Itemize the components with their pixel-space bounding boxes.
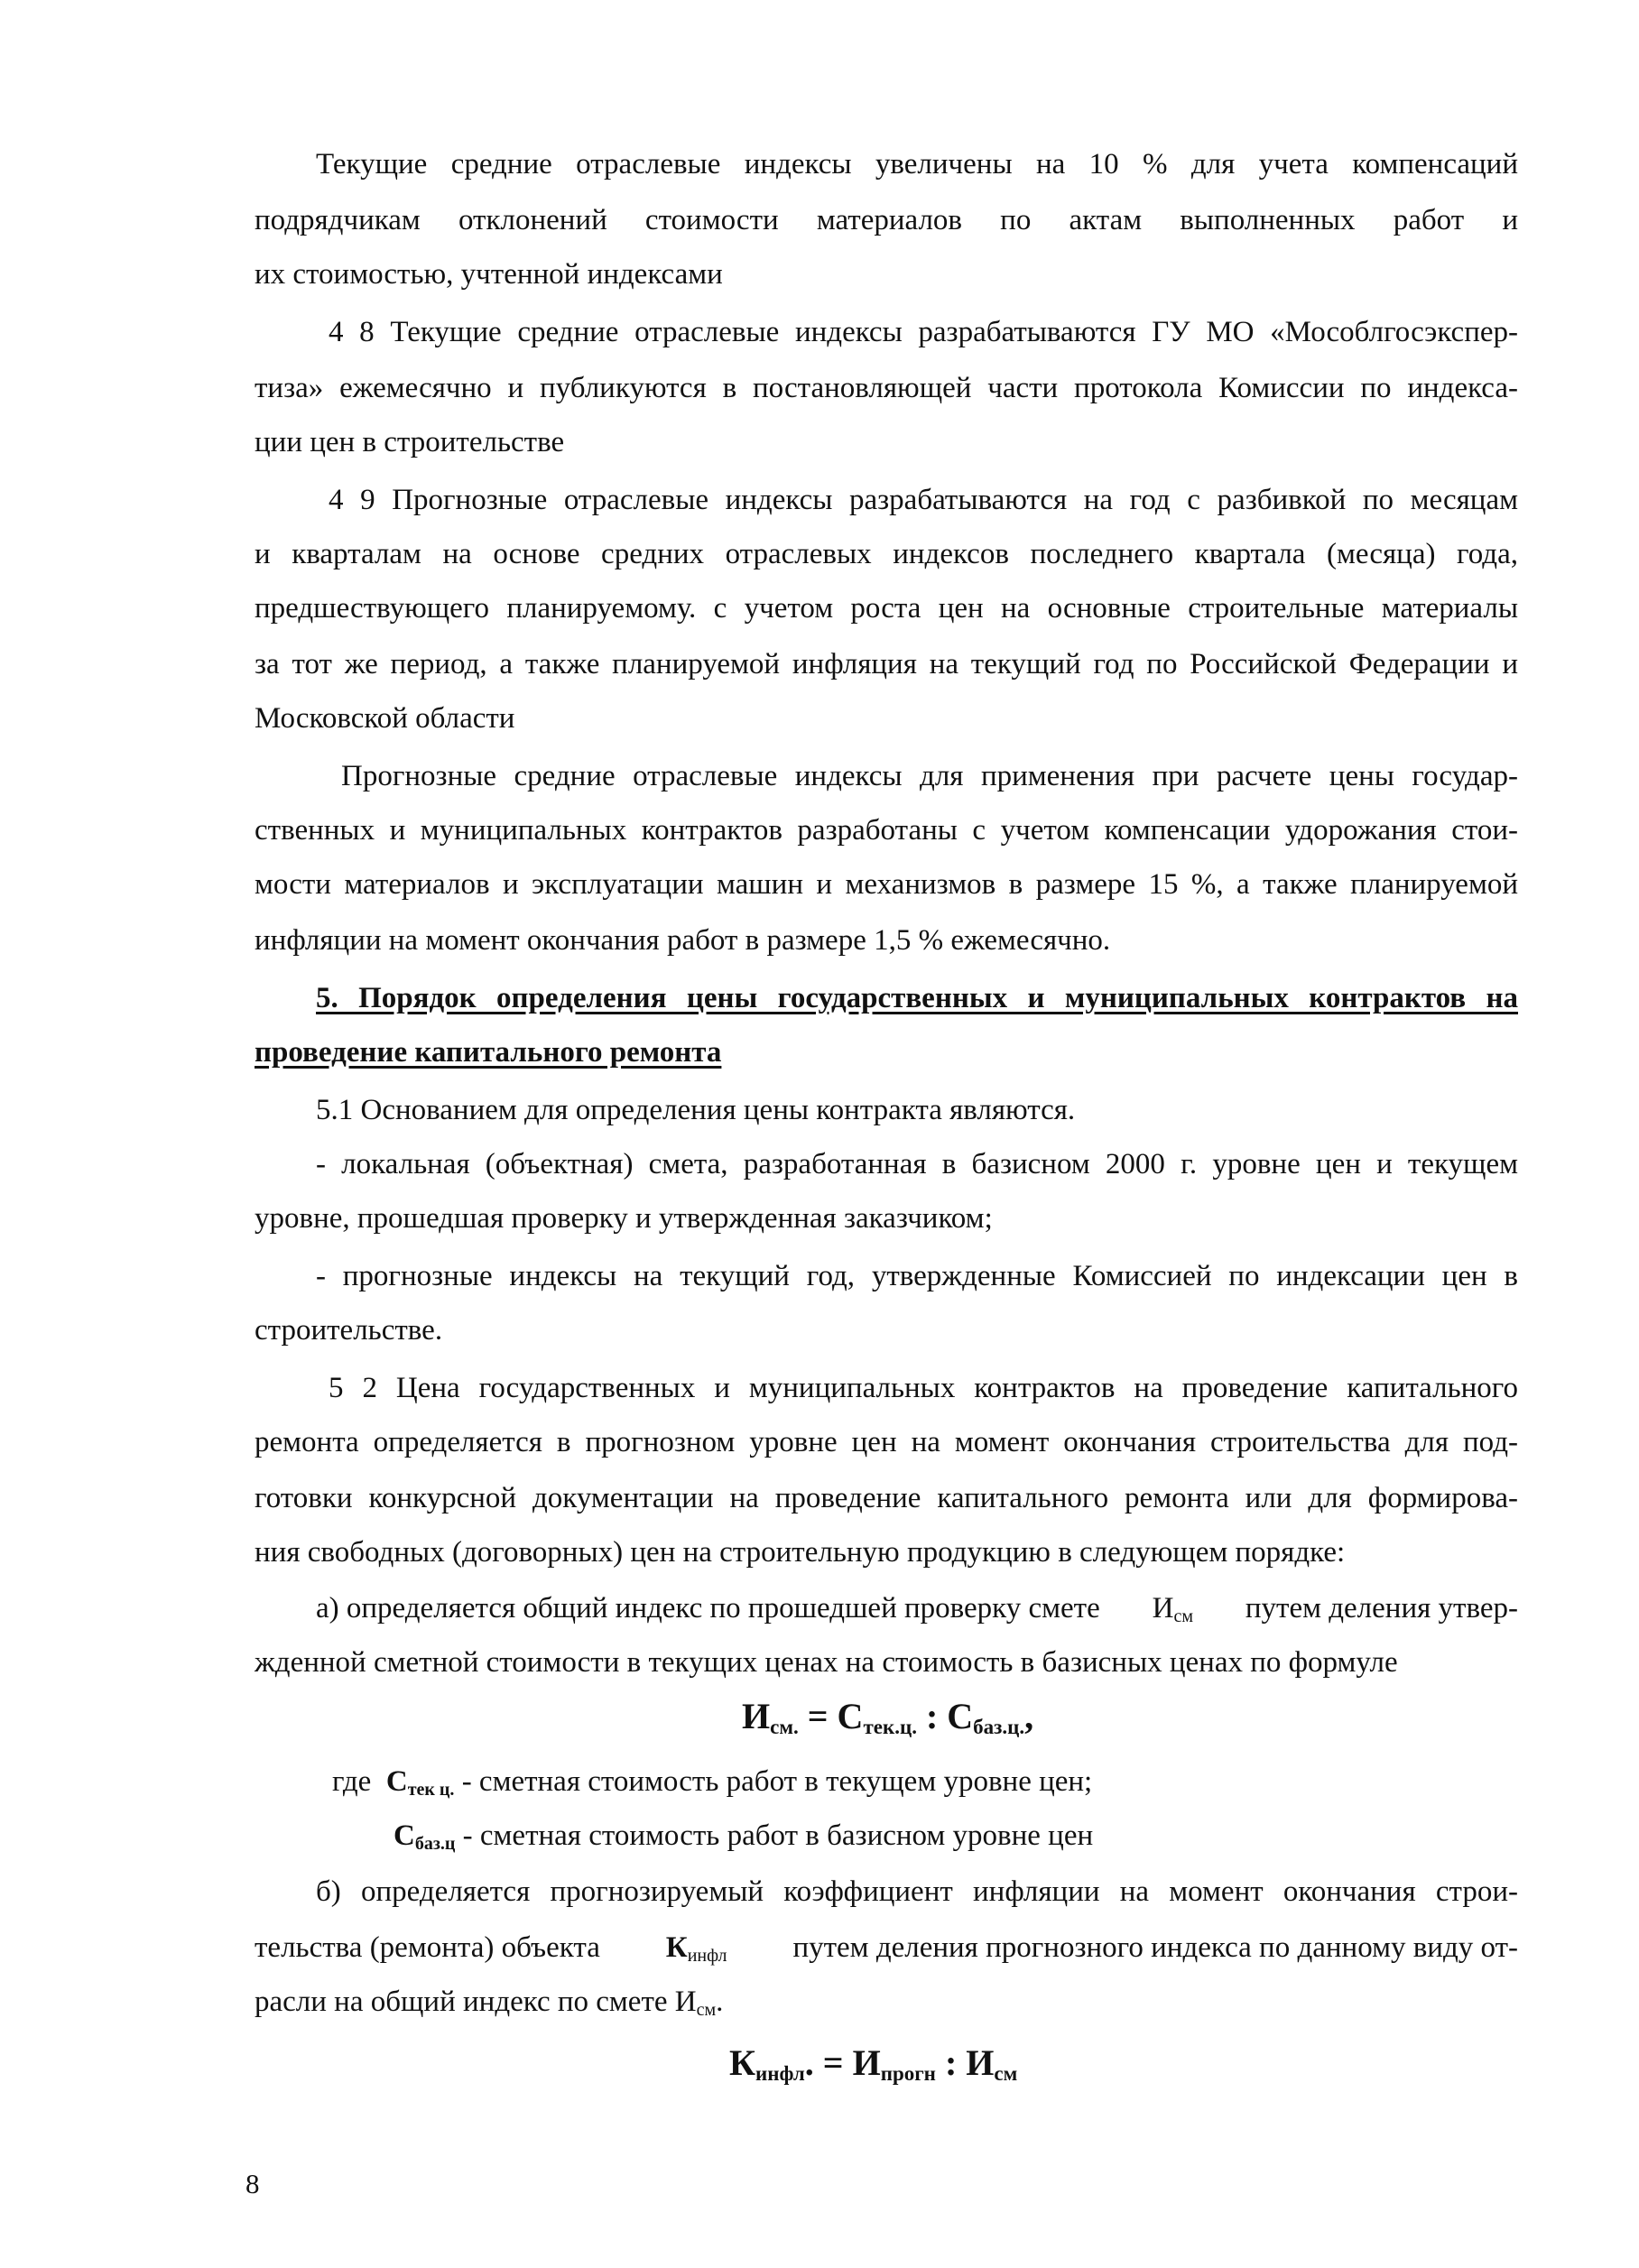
text-line: ния свободных (договорных) цен на строительную продукцию в следующем порядке: bbox=[255, 1536, 1346, 1569]
text-line bbox=[316, 1590, 1518, 1634]
text-line: тиза» ежемесячно и публикуются в постановляющей части протокола Комиссии по индекса- bbox=[255, 372, 1518, 404]
text-line: расли на общий индекс по смете $И_{см}$. bbox=[255, 1986, 724, 2020]
text-line: мости материалов и эксплуатации машин и механизмов в размере 15 %, а также планируемой bbox=[255, 868, 1518, 901]
section-heading: проведение капитального ремонта bbox=[255, 1036, 722, 1069]
list-item: строительстве. bbox=[255, 1314, 443, 1347]
text-line: ремонта определяется в прогнозном уровне цен на момент окончания строительства для под- bbox=[255, 1426, 1518, 1458]
text-line: 5 2 Цена государственных и муниципальных контрактов на проведение капитального bbox=[329, 1372, 1518, 1404]
text-line: Московской области bbox=[255, 702, 515, 735]
definition-line: $С_{баз.ц}$ - сметная стоимость работ в базисном уровне цен bbox=[394, 1819, 1094, 1854]
text-line: ции цен в строительстве bbox=[255, 426, 565, 458]
definition-line: где $С_{тек ц.}$ - сметная стоимость работ в текущем уровне цен; bbox=[332, 1765, 1093, 1800]
list-item: - локальная (объектная) смета, разработанная в базисном 2000 г. уровне цен и текущем bbox=[316, 1148, 1518, 1180]
text-line: подрядчикам отклонений стоимости материалов по актам выполненных работ и bbox=[255, 204, 1518, 236]
text-line: и кварталам на основе средних отраслевых индексов последнего квартала (месяца) года, bbox=[255, 538, 1518, 570]
text-line: инфляции на момент окончания работ в размере 1,5 % ежемесячно. bbox=[255, 924, 1111, 957]
text-line: готовки конкурсной документации на проведение капитального ремонта или для формирова- bbox=[255, 1482, 1518, 1514]
text-line: ственных и муниципальных контрактов разработаны с учетом компенсации удорожания стои- bbox=[255, 814, 1518, 847]
text-fragment: путем деления прогнозного индекса по данному виду от- bbox=[792, 1931, 1518, 1964]
text-line: б) определяется прогнозируемый коэффициент инфляции на момент окончания строи- bbox=[316, 1875, 1518, 1908]
formula-ism: $И_{см.} = С_{тек.ц.}$ : $С_{баз.ц.}$, bbox=[742, 1696, 1034, 1738]
formula-kinfl: $К_{инфл}$. = $И_{прогн}$ : $И_{см}$ bbox=[729, 2042, 1018, 2085]
section-heading: 5. Порядок определения цены государственных и муниципальных контрактов на bbox=[316, 982, 1518, 1014]
text-line: Прогнозные средние отраслевые индексы для применения при расчете цены государ- bbox=[341, 760, 1518, 792]
list-item: - прогнозные индексы на текущий год, утвержденные Комиссией по индексации цен в bbox=[316, 1260, 1518, 1292]
text-fragment: тельства (ремонта) объекта bbox=[255, 1931, 600, 1964]
text-line: 4 9 Прогнозные отраслевые индексы разрабатываются на год с разбивкой по месяцам bbox=[329, 484, 1518, 516]
text-line: 5.1 Основанием для определения цены контракта являются. bbox=[316, 1094, 1076, 1126]
symbol-ism: $И_{см}$ bbox=[674, 1986, 717, 2020]
text-line: за тот же период, а также планируемой инфляция на текущий год по Российской Федерации и bbox=[255, 648, 1518, 680]
text-fragment: путем деления утвер- bbox=[1245, 1592, 1518, 1625]
text-line: 4 8 Текущие средние отраслевые индексы разрабатываются ГУ МО «Мособлгосэкспер- bbox=[329, 316, 1518, 348]
list-item: уровне, прошедшая проверку и утвержденная заказчиком; bbox=[255, 1202, 993, 1235]
text-line: Текущие средние отраслевые индексы увеличены на 10 % для учета компенсаций bbox=[316, 148, 1518, 181]
symbol-ism: $И_{см}$ bbox=[1152, 1592, 1193, 1626]
page-number: 8 bbox=[245, 2168, 260, 2199]
text-fragment: а) определяется общий индекс по прошедшей проверку смете bbox=[316, 1592, 1100, 1625]
text-line: их стоимостью, учтенной индексами bbox=[255, 258, 723, 291]
text-line bbox=[255, 1930, 1518, 1974]
text-line: жденной сметной стоимости в текущих ценах на стоимость в базисных ценах по формуле bbox=[255, 1646, 1398, 1679]
text-line: предшествующего планируемому. с учетом роста цен на основные строительные материалы bbox=[255, 592, 1518, 625]
symbol-kinfl: $К_{инфл}$ bbox=[665, 1931, 727, 1966]
